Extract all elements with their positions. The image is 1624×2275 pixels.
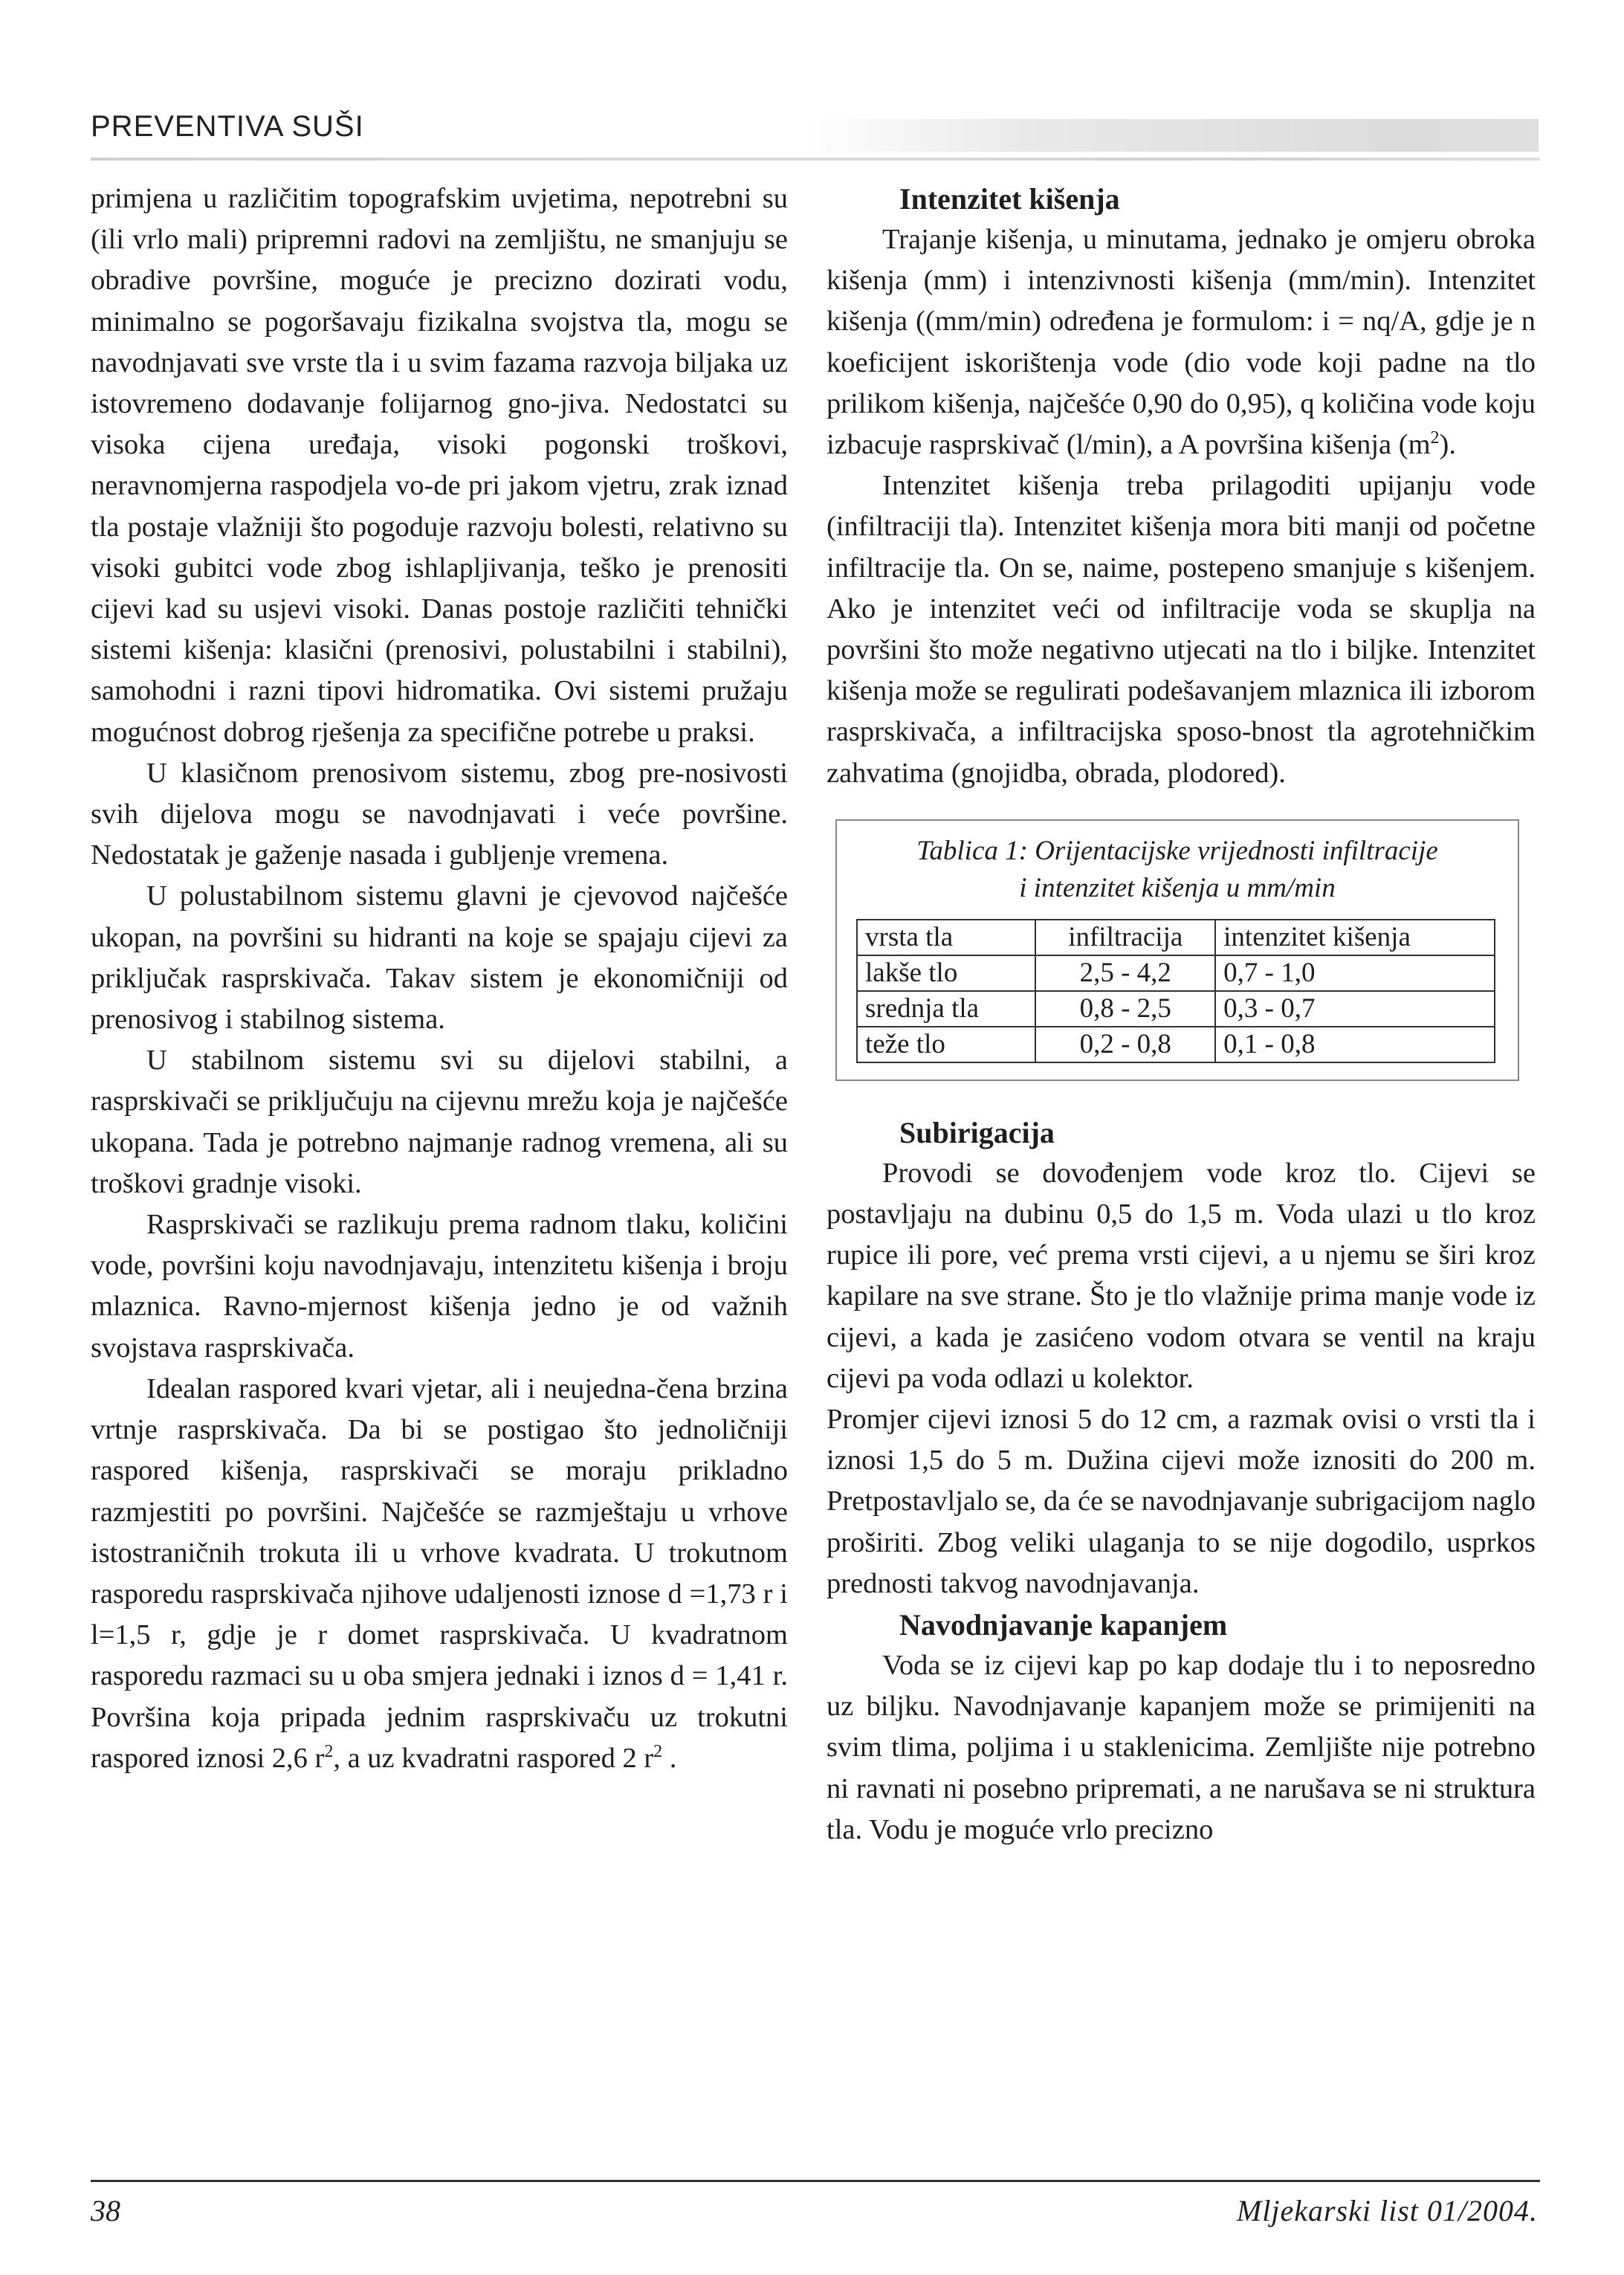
table-caption — [852, 833, 1503, 907]
superscript: 2 — [653, 1741, 663, 1761]
period: . — [662, 1742, 677, 1774]
paragraph-text: Trajanje kišenja, u minutama, jednako je omjeru obroka kišenja (mm) i intenzivnosti kišenja (mm/min). Intenzitet kišenja ((mm/min) određena je formulom: i = nq/A, gdje je n koeficijent iskorištenja vode (dio vode koji padne na tlo prilikom kišenja, najčešće 0,90 do 0,95), q količina vode koju izbacuje rasprskivač (l/min), a A površina kišenja (m — [826, 224, 1536, 461]
paragraph: primjena u različitim topografskim uvjetima, nepotrebni su (ili vrlo mali) pripremni radovi na zemljištu, ne smanjuju se obradive površine, moguće je precizno dozirati vodu, minimalno se pogoršavaju fizikalna svojstva tla, mogu se navodnjavati sve vrste tla i u svim fazama razvoja biljaka uz istovremeno dodavanje folijarnog gno-jiva. Nedostatci su visoka cijena uređaja, visoki pogonski troškovi, neravnomjerna raspodjela vo-de pri jakom vjetru, zrak iznad tla postaje vlažniji što pogoduje razvoju bolesti, relativno su visoki gubitci vode zbog ishlapljivanja, teško je prenositi cijevi kad su usjevi visoki. Danas postoje različiti tehnički sistemi kišenja: klasični (prenosivi, polustabilni i stabilni), samohodni i razni tipovi hidromatika. Ovi sistemi pružaju mogućnost dobrog rješenja za specifične potrebe u praksi. — [91, 183, 788, 748]
section-heading-kapanje: Navodnjavanje kapanjem — [899, 1608, 1228, 1642]
table-cell: 0,3 - 0,7 — [1215, 991, 1495, 1027]
running-header: PREVENTIVA SUŠI — [91, 110, 364, 143]
area-triangle: 2,6 r — [271, 1742, 325, 1774]
table-cell: srednja tla — [857, 991, 1035, 1027]
right-column — [826, 178, 1536, 1850]
table-cell: 0,8 - 2,5 — [1035, 991, 1215, 1027]
header-shading — [803, 119, 1539, 152]
paragraph-text: ). — [1439, 429, 1456, 461]
caption-line: i intenzitet kišenja u mm/min — [1019, 872, 1336, 903]
table-header-row — [857, 920, 1495, 955]
table-row — [857, 991, 1495, 1027]
infiltration-table — [856, 919, 1495, 1063]
table-cell: 0,2 - 0,8 — [1035, 1027, 1215, 1062]
caption-line: Tablica 1: Orijentacijske vrijednosti infiltracije — [916, 835, 1438, 866]
column-header: infiltracija — [1035, 920, 1215, 955]
footer-rule — [91, 2180, 1540, 2182]
paragraph — [826, 219, 1536, 465]
column-header: intenzitet kišenja — [1215, 920, 1495, 955]
table-row — [857, 955, 1495, 991]
header-rule — [91, 158, 1540, 161]
section-heading-intenzitet: Intenzitet kišenja — [899, 182, 1120, 216]
paragraph-text: Idealan raspored kvari vjetar, ali i neujedna-čena brzina vrtnje rasprskivača. Da bi se postigao što jednoličniji raspored kišenja, rasprskivači se moraju prikladno razmjestiti po površini. Najčešće se razmještaju u vrhove istostraničnih trokuta ili u vrhove kvadrata. U trokutnom rasporedu rasprskivača njihove udaljenosti iznose d =1,73 r i l=1,5 r, gdje je r domet rasprskivača. U kvadratnom rasporedu razmaci su u oba smjera jednaki i iznos d = 1,41 r. Površina koja pripada jednim rasprskivaču uz trokutni raspored iznosi — [91, 1372, 788, 1774]
table-frame — [835, 819, 1519, 1081]
table-cell: teže tlo — [857, 1027, 1035, 1062]
paragraph: U stabilnom sistemu svi su dijelovi stabilni, a rasprskivači se priključuju na cijevnu mrežu koja je najčešće ukopana. Tada je potrebno najmanje radnog vremena, ali su troškovi gradnje visoki. — [91, 1045, 788, 1199]
paragraph: Promjer cijevi iznosi 5 do 12 cm, a razmak ovisi o vrsti tla i iznosi 1,5 do 5 m. Dužina cijevi može iznositi do 200 m. Pretpostavljalo se, da će se navodnjavanje subrigacijom naglo proširiti. Zbog veliki ulaganja to se nije dogodilo, usprkos prednosti takvog navodnjavanja. — [826, 1404, 1536, 1599]
paragraph: Intenzitet kišenja treba prilagoditi upijanju vode (infiltraciji tla). Intenzitet kišenja mora biti manji od početne infiltracije tla. On se, naime, postepeno smanjuje s kišenjem. Ako je intenzitet veći od infiltracije voda se skuplja na površini što može negativno utjecati na tlo i biljke. Intenzitet kišenja može se regulirati podešavanjem mlaznica ili izborom rasprskivača, a infiltracijska sposo-bnost tla agrotehničkim zahvatima (gnojidba, obrada, plodored). — [826, 470, 1536, 789]
paragraph: Voda se iz cijevi kap po kap dodaje tlu i to neposredno uz biljku. Navodnjavanje kapanjem može se primijeniti na svim tlima, poljima i u staklenicima. Zemljište nije potrebno ni ravnati ni posebno pripremati, a ne narušava se ni struktura tla. Vodu je moguće vrlo precizno — [826, 1650, 1536, 1845]
paragraph: U polustabilnom sistemu glavni je cjevovod najčešće ukopan, na površini su hidranti na koje se spajaju cijevi za priključak rasprskivača. Takav sistem je ekonomičniji od prenosivog i stabilnog sistema. — [91, 880, 788, 1036]
left-column — [91, 178, 788, 1779]
column-header: vrsta tla — [857, 920, 1035, 955]
table-cell: 0,1 - 0,8 — [1215, 1027, 1495, 1062]
superscript: 2 — [324, 1741, 334, 1761]
paragraph — [91, 1369, 788, 1779]
paragraph: Rasprskivači se razlikuju prema radnom tlaku, količini vode, površini koju navodnjavaju, intenzitetu kišenja i broju mlaznica. Ravno-mjernost kišenja jedno je od važnih svojstava rasprskivača. — [91, 1209, 788, 1364]
page-number: 38 — [91, 2194, 120, 2227]
table-cell: lakše tlo — [857, 955, 1035, 991]
section-heading-subirigacija: Subirigacija — [899, 1115, 1055, 1149]
area-square: , a uz kvadratni raspored 2 r — [333, 1742, 654, 1774]
paragraph: Provodi se dovođenjem vode kroz tlo. Cijevi se postavljaju na dubinu 0,5 do 1,5 m. Voda ulazi u tlo kroz rupice ili pore, već prema vrsti cijevi, a u njemu se širi kroz kapilare na sve strane. Što je tlo vlažnije prima manje vode iz cijevi, a kada je zasićeno vodom otvara se ventil na kraju cijevi pa voda odlazi u kolektor. — [826, 1157, 1536, 1394]
table-cell: 0,7 - 1,0 — [1215, 955, 1495, 991]
table-cell: 2,5 - 4,2 — [1035, 955, 1215, 991]
superscript: 2 — [1430, 428, 1440, 448]
paragraph: U klasičnom prenosivom sistemu, zbog pre-nosivosti svih dijelova mogu se navodnjavati i veće površine. Nedostatak je gaženje nasada i gubljenje vremena. — [91, 757, 788, 871]
journal-issue: Mljekarski list 01/2004. — [1236, 2194, 1538, 2227]
table-row — [857, 1027, 1495, 1062]
